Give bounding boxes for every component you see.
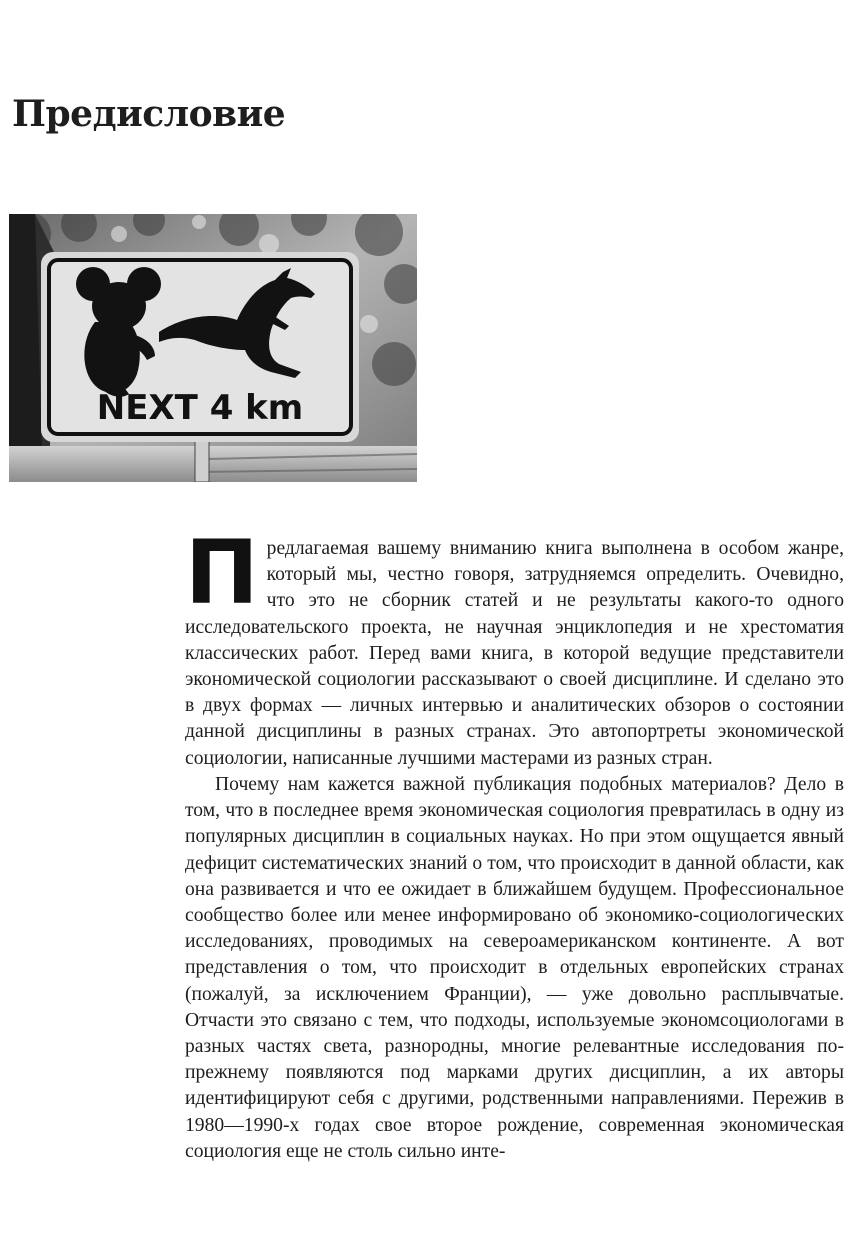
paragraph-1-text: редлагаемая вашему вниманию книга выполнена в особом жанре, который мы, честно говоря, затрудняемся определить. Очевидно, что это не сборник статей и не результаты какого-то одного исследовательского проекта, не научная энциклопедия и не хрестоматия классических работ. Перед вами книга, в которой ведущие представители экономической социологии рассказывают о своей дисциплине. И сделано это в двух формах — личных интервью и аналитических обзоров о состоянии данной дисциплины в разных странах. Это автопортреты экономической социологии, написанные лучшими мастерами из разных стран.: [185, 538, 844, 769]
paragraph-2: Почему нам кажется важной публикация подобных материалов? Дело в том, что в последнее время экономическая социология превратилась в одну из популярных дисциплин в социальных науках. Но при этом ощущается явный дефицит систематических знаний о том, что происходит в данной области, как она развивается и что ее ожидает в ближайшем будущем. Профессиональное сообщество более или менее информировано об экономико-социологических исследованиях, проводимых на североамериканском континенте. А вот представления о том, что происходит в отдельных европейских странах (пожалуй, за исключением Франции), — уже довольно расплывчатые. Отчасти это связано с тем, что подходы, используемые экономсоциологами в разных частях света, разнородны, многие релевантные исследования по-прежнему появляются под марками других дисциплин, а их авторы идентифицируют себя с другими, родственными направлениями. Пережив в 1980—1990-х годах свое второе рождение, современная экономическая социология еще не столь сильно инте-: [185, 774, 844, 1162]
road-sign-photo: [9, 214, 417, 482]
page-title: Предисловие: [12, 93, 286, 135]
drop-cap: П: [185, 521, 259, 624]
paragraph-1: [185, 521, 844, 772]
sign-text: NEXT 4 km: [96, 388, 304, 428]
